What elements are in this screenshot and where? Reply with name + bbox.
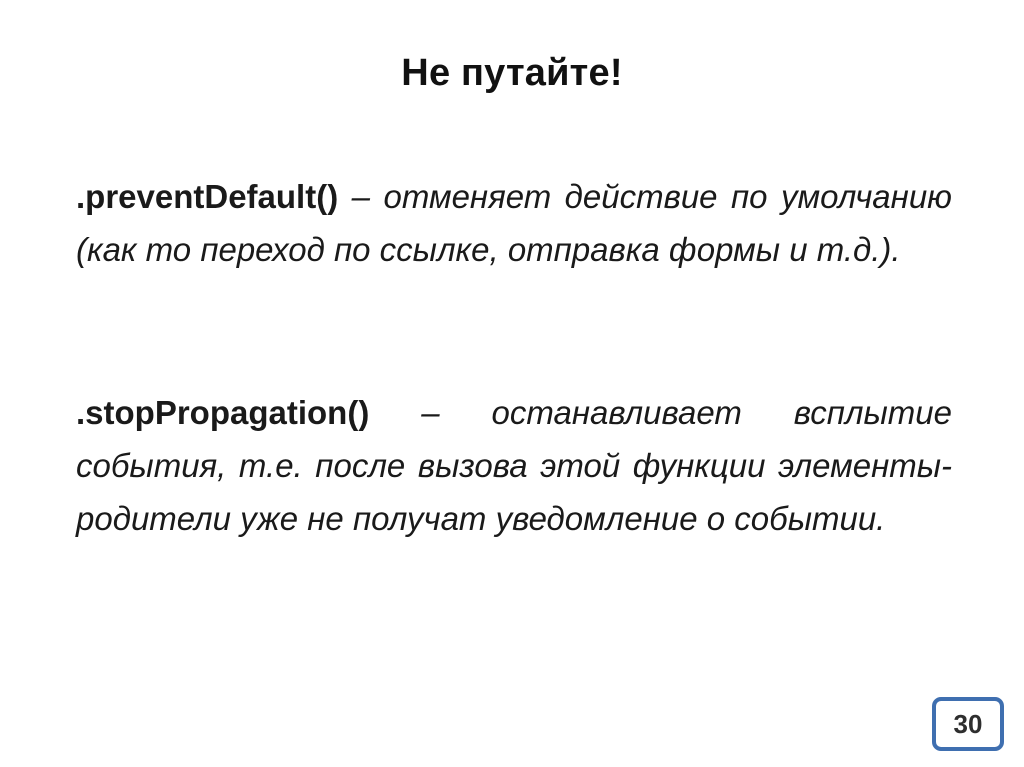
definition-stop-propagation bbox=[76, 386, 952, 545]
separator: – bbox=[338, 178, 384, 215]
definition-prevent-default bbox=[76, 170, 952, 276]
term-prevent-default: .preventDefault() bbox=[76, 178, 339, 215]
description-prevent-default: отменяет действие по умолчанию (как то переход по ссылке, отправка формы и т.д.). bbox=[76, 178, 952, 268]
separator: – bbox=[369, 394, 492, 431]
slide-title: Не путайте! bbox=[401, 52, 623, 94]
page-number-badge: 30 bbox=[932, 697, 1004, 751]
description-stop-propagation: останавливает всплытие события, т.е. после вызова этой функции элементы-родители уже не получат уведомление о событии. bbox=[76, 394, 952, 537]
term-stop-propagation: .stopPropagation() bbox=[76, 394, 370, 431]
